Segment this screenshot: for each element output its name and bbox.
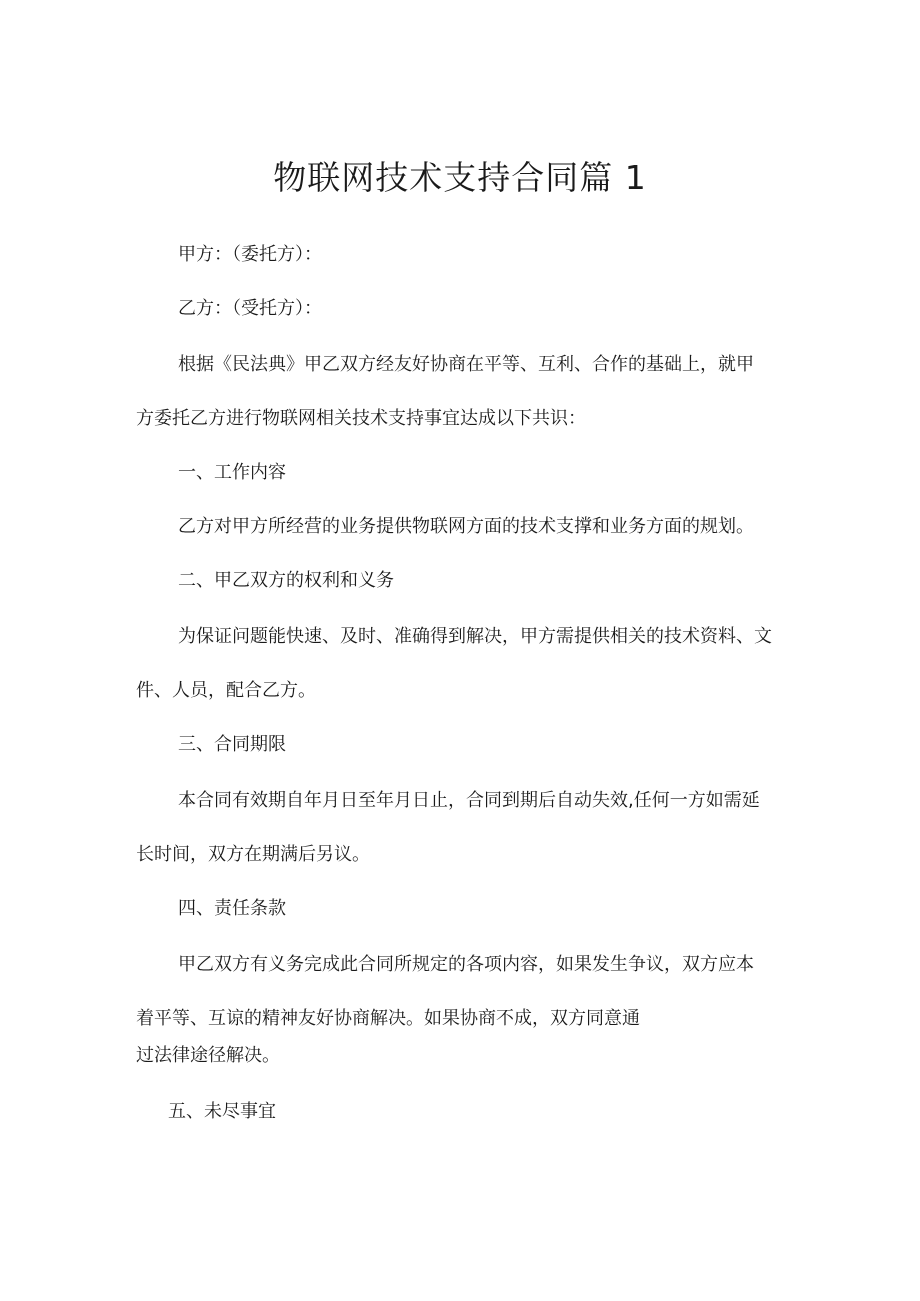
section-1-body: 乙方对甲方所经营的业务提供物联网方面的技术支撑和业务方面的规划。 bbox=[178, 516, 754, 537]
section-2-body-line-2: 件、人员，配合乙方。 bbox=[136, 680, 316, 701]
section-4-body-line-3: 过法律途径解决。 bbox=[136, 1045, 280, 1066]
intro-paragraph-line-2: 方委托乙方进行物联网相关技术支持事宜达成以下共识： bbox=[136, 408, 586, 429]
party-b-line: 乙方：（受托方）： bbox=[178, 298, 322, 319]
section-5-heading: 五、未尽事宜 bbox=[168, 1101, 276, 1122]
section-2-heading: 二、甲乙双方的权利和义务 bbox=[178, 570, 394, 591]
section-3-body-line-1: 本合同有效期自年月日至年月日止，合同到期后自动失效,任何一方如需延 bbox=[178, 790, 760, 811]
document-title: 物联网技术支持合同篇 1 bbox=[273, 158, 647, 197]
party-a-line: 甲方：（委托方）： bbox=[178, 244, 322, 265]
section-4-body-line-1: 甲乙双方有义务完成此合同所规定的各项内容，如果发生争议，双方应本 bbox=[178, 954, 754, 975]
section-3-heading: 三、合同期限 bbox=[178, 734, 286, 755]
section-4-heading: 四、责任条款 bbox=[178, 898, 286, 919]
section-1-heading: 一、工作内容 bbox=[178, 462, 286, 483]
section-4-body-line-2: 着平等、互谅的精神友好协商解决。如果协商不成，双方同意通 bbox=[136, 1008, 640, 1029]
section-3-body-line-2: 长时间，双方在期满后另议。 bbox=[136, 844, 370, 865]
section-2-body-line-1: 为保证问题能快速、及时、准确得到解决，甲方需提供相关的技术资料、文 bbox=[178, 626, 772, 647]
intro-paragraph-line-1: 根据《民法典》甲乙双方经友好协商在平等、互利、合作的基础上，就甲 bbox=[178, 354, 754, 375]
